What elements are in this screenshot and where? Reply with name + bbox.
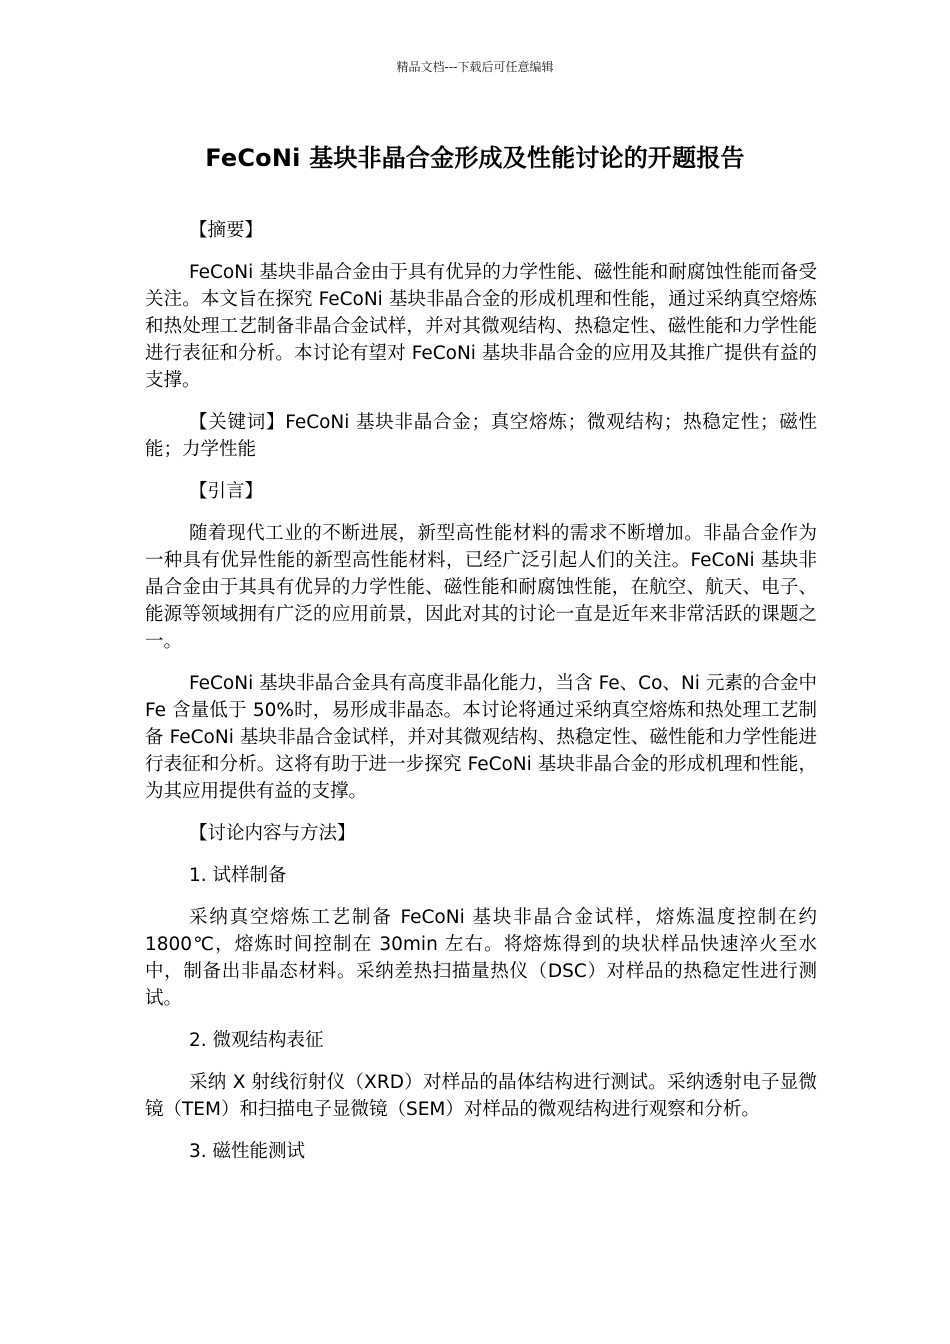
method-3-title: 3. 磁性能测试 <box>189 1141 306 1162</box>
method-1-title: 1. 试样制备 <box>189 865 287 886</box>
keywords-paragraph: 【关键词】FeCoNi 基块非晶合金；真空熔炼；微观结构；热稳定性；磁性能；力学性能 <box>145 412 817 460</box>
method-2-paragraph: 采纳 X 射线衍射仪（XRD）对样品的晶体结构进行测试。采纳透射电子显微镜（TEM）和扫描电子显微镜（SEM）对样品的微观结构进行观察和分析。 <box>145 1072 817 1120</box>
document-body <box>145 217 817 1180</box>
methods-heading: 【讨论内容与方法】 <box>189 823 356 844</box>
intro-paragraph-1: 随着现代工业的不断进展，新型高性能材料的需求不断增加。非晶合金作为一种具有优异性能的新型高性能材料，已经广泛引起人们的关注。FeCoNi 基块非晶合金由于其具有优异的力学性能、磁性能和耐腐蚀性能，在航空、航天、电子、能源等领域拥有广泛的应用前景，因此对其的讨论一直是近年来非常活跃的课题之一。 <box>145 523 817 652</box>
header-note: 精品文档---下载后可任意编辑 <box>396 60 554 74</box>
abstract-heading: 【摘要】 <box>189 220 264 241</box>
method-1-paragraph: 采纳真空熔炼工艺制备 FeCoNi 基块非晶合金试样，熔炼温度控制在约 1800℃，熔炼时间控制在 30min 左右。将熔炼得到的块状样品快速淬火至水中，制备出非晶态材料。采纳差热扫描量热仪（DSC）对样品的热稳定性进行测试。 <box>145 907 817 1009</box>
document-title: FeCoNi 基块非晶合金形成及性能讨论的开题报告 <box>205 144 745 172</box>
abstract-paragraph: FeCoNi 基块非晶合金由于具有优异的力学性能、磁性能和耐腐蚀性能而备受关注。本文旨在探究 FeCoNi 基块非晶合金的形成机理和性能，通过采纳真空熔炼和热处理工艺制备非晶合金试样，并对其微观结构、热稳定性、磁性能和力学性能进行表征和分析。本讨论有望对 FeCoNi 基块非晶合金的应用及其推广提供有益的支撑。 <box>145 262 817 391</box>
intro-paragraph-2: FeCoNi 基块非晶合金具有高度非晶化能力，当含 Fe、Co、Ni 元素的合金中 Fe 含量低于 50%时，易形成非晶态。本讨论将通过采纳真空熔炼和热处理工艺制备 FeCoNi 基块非晶合金试样，并对其微观结构、热稳定性、磁性能和力学性能进行表征和分析。这将有助于进一步探究 FeCoNi 基块非晶合金的形成机理和性能，为其应用提供有益的支撑。 <box>145 673 817 802</box>
intro-heading: 【引言】 <box>189 481 264 502</box>
method-2-title: 2. 微观结构表征 <box>189 1030 324 1051</box>
